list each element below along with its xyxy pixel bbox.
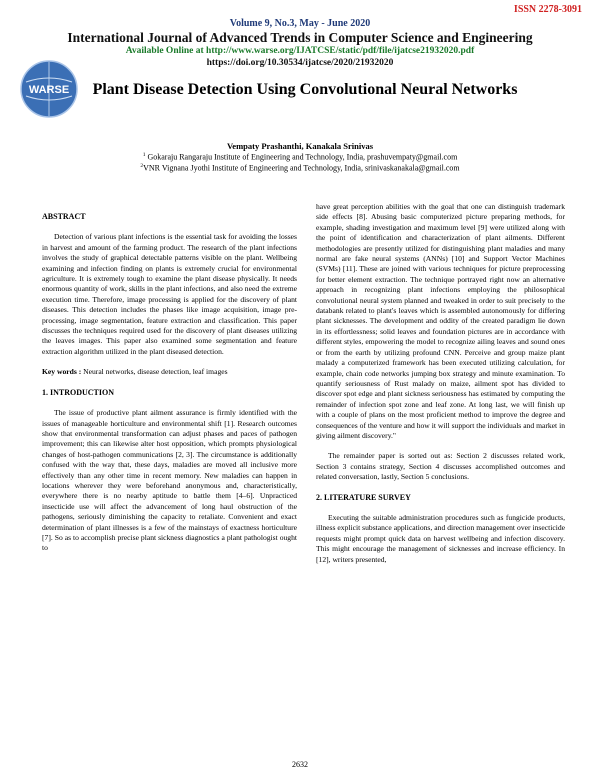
right-paragraph-1: have great perception abilities with the goal that one can distinguish trademark side effects [8]. Abusing basic computerized picture preparing methods, for example, shading investigation and maximum level [9] were utilized along with the point of identification and characterization of plant ailments. Different methodologies are presently utilized for distinguishing plant maladies and many normal are fake neural systems (ANNs) [10] and Support Vector Machines (SVMs) [11]. These are joined with various techniques for picture preprocessing for better element extraction. The technique portrayed right now an alternative approach in recognizing plant infections employing the philosophical convolutional neural system planned and tweaked in order to suit precisely to the databank related to plant's leaves which is assembled autonomously for differing plant sicknesses. The development and oddity of the created paradigm lie down in its effortlessness; solid leaves and foundation pictures are in accordance with different styles, empowering the model to recognize ailing leaves and sound ones or from the earth by utilizing profound CNN. Perceive and group maize plant malady a computerized framework has been executed utilizing calculation, for example, chain code networks jumping box strategy and minute examination. To quantify seriousness of Rust malady on maize, ailment spot has divided to discover spot edge and plant sickness seriousness has estimated by computing the remainder of infection spot zone and leaf zone. At long last, we will finish up with a couple of plans on the most proficient method to improve the degree and consequences of the venture and how it will support the individuals and market in giving ailment discovery." [316, 202, 565, 440]
keywords-text: Neural networks, disease detection, leaf images [81, 367, 228, 377]
warse-logo [20, 60, 78, 118]
introduction-text: The issue of productive plant ailment assurance is firmly identified with the issues of manageable horticulture and environmental shift [1]. Research outcomes show that environmental transformation can adjust phases and paces of pathogen improvement; this can likewise alter host opposition, which prompts physiological changes of host-pathogen communications [2, 3]. The circumstance is additionally confused with the way that, these days, maladies are moved all inclusive more effectively than any other time in recent memory. New maladies can happen in locations wherever they were beforehand anonymous and, characteristically, everywhere there is no nearby aptitude to battle them [4–6]. Unpracticed insecticide use will affect the advancement of long haul obstruction of the pathogens, seriously diminishing the capacity to retaliate. Convenient and exact determination of plant illnesses is a few of the mainstays of exactness horticulture [7]. So as to accomplish precise plant sickness diagnostics a plant pathologist ought to [42, 408, 297, 553]
affiliation-1-marker: 1 [142, 152, 146, 158]
abstract-heading: ABSTRACT [42, 212, 86, 221]
affiliation-1 [0, 152, 600, 162]
right-paragraph-2: The remainder paper is sorted out as: Section 2 discusses related work, Section 3 contains strategy, Section 4 discusses accomplished outcomes and related conversation, lastly, Section 5 conclusions. [316, 451, 565, 482]
literature-survey-heading: 2. LITERATURE SURVEY [316, 492, 411, 502]
keywords-label: Key words : [42, 367, 82, 377]
left-column [42, 212, 297, 554]
page-number: 2632 [292, 760, 308, 769]
affiliation-1-text: Gokaraju Rangaraju Institute of Engineering and Technology, India, prashuvempaty@gmail.com [145, 152, 458, 162]
affiliation-2-marker: 2 [140, 163, 144, 169]
journal-title: International Journal of Advanced Trends in Computer Science and Engineering [67, 30, 533, 45]
authors: Vempaty Prashanthi, Kanakala Srinivas [226, 141, 374, 151]
issn-label: ISSN 2278-3091 [513, 4, 582, 15]
paper-title: Plant Disease Detection Using Convolutional Neural Networks [92, 81, 518, 98]
affiliation-2 [0, 163, 600, 173]
introduction-heading: 1. INTRODUCTION [42, 387, 115, 397]
available-online-link[interactable]: Available Online at http://www.warse.org/IJATCSE/static/pdf/file/ijatcse21932020.pdf [125, 46, 475, 56]
abstract-text: Detection of various plant infections is the essential task for avoiding the losses in harvest and amount of the farming product. The research of the plant infections involves the study of graphical detectable patterns visible on the plant. Wellbeing examining and infection finding on plants is extremely crucial for environmental agriculture. It is extremely tough to examine the plant disease physically. It needs enormous quantity of work, skills in the plant infections, and also need the extreme execution time. Therefore, image processing is applied for the discovery of plant diseases. This detection includes the phases like image acquisition, image pre-processing, image segmentation, feature extraction and classification. This paper discusses the techniques required used for the discovery of plant diseases utilizing the leaves images. This paper also examined some segmentation and feature extraction algorithm utilized in the plant diseased detection. [42, 232, 297, 356]
affiliation-2-text: VNR Vignana Jyothi Institute of Engineering and Technology, India, srinivaskanakala@gmail.com [143, 163, 460, 173]
keywords-line [42, 367, 297, 377]
doi-link[interactable]: https://doi.org/10.30534/ijatcse/2020/21932020 [206, 58, 394, 68]
right-column [316, 202, 565, 565]
volume-line: Volume 9, No.3, May - June 2020 [229, 18, 371, 29]
literature-survey-text: Executing the suitable administration procedures such as fungicide products, illness explicit substance applications, and direction management over insecticide requests might prompt quick data on harvest wellbeing and infection discovery. This might encourage the management of sicknesses and increase efficiency. In [12], writers presented, [316, 512, 565, 564]
logo-text: WARSE [28, 84, 70, 96]
